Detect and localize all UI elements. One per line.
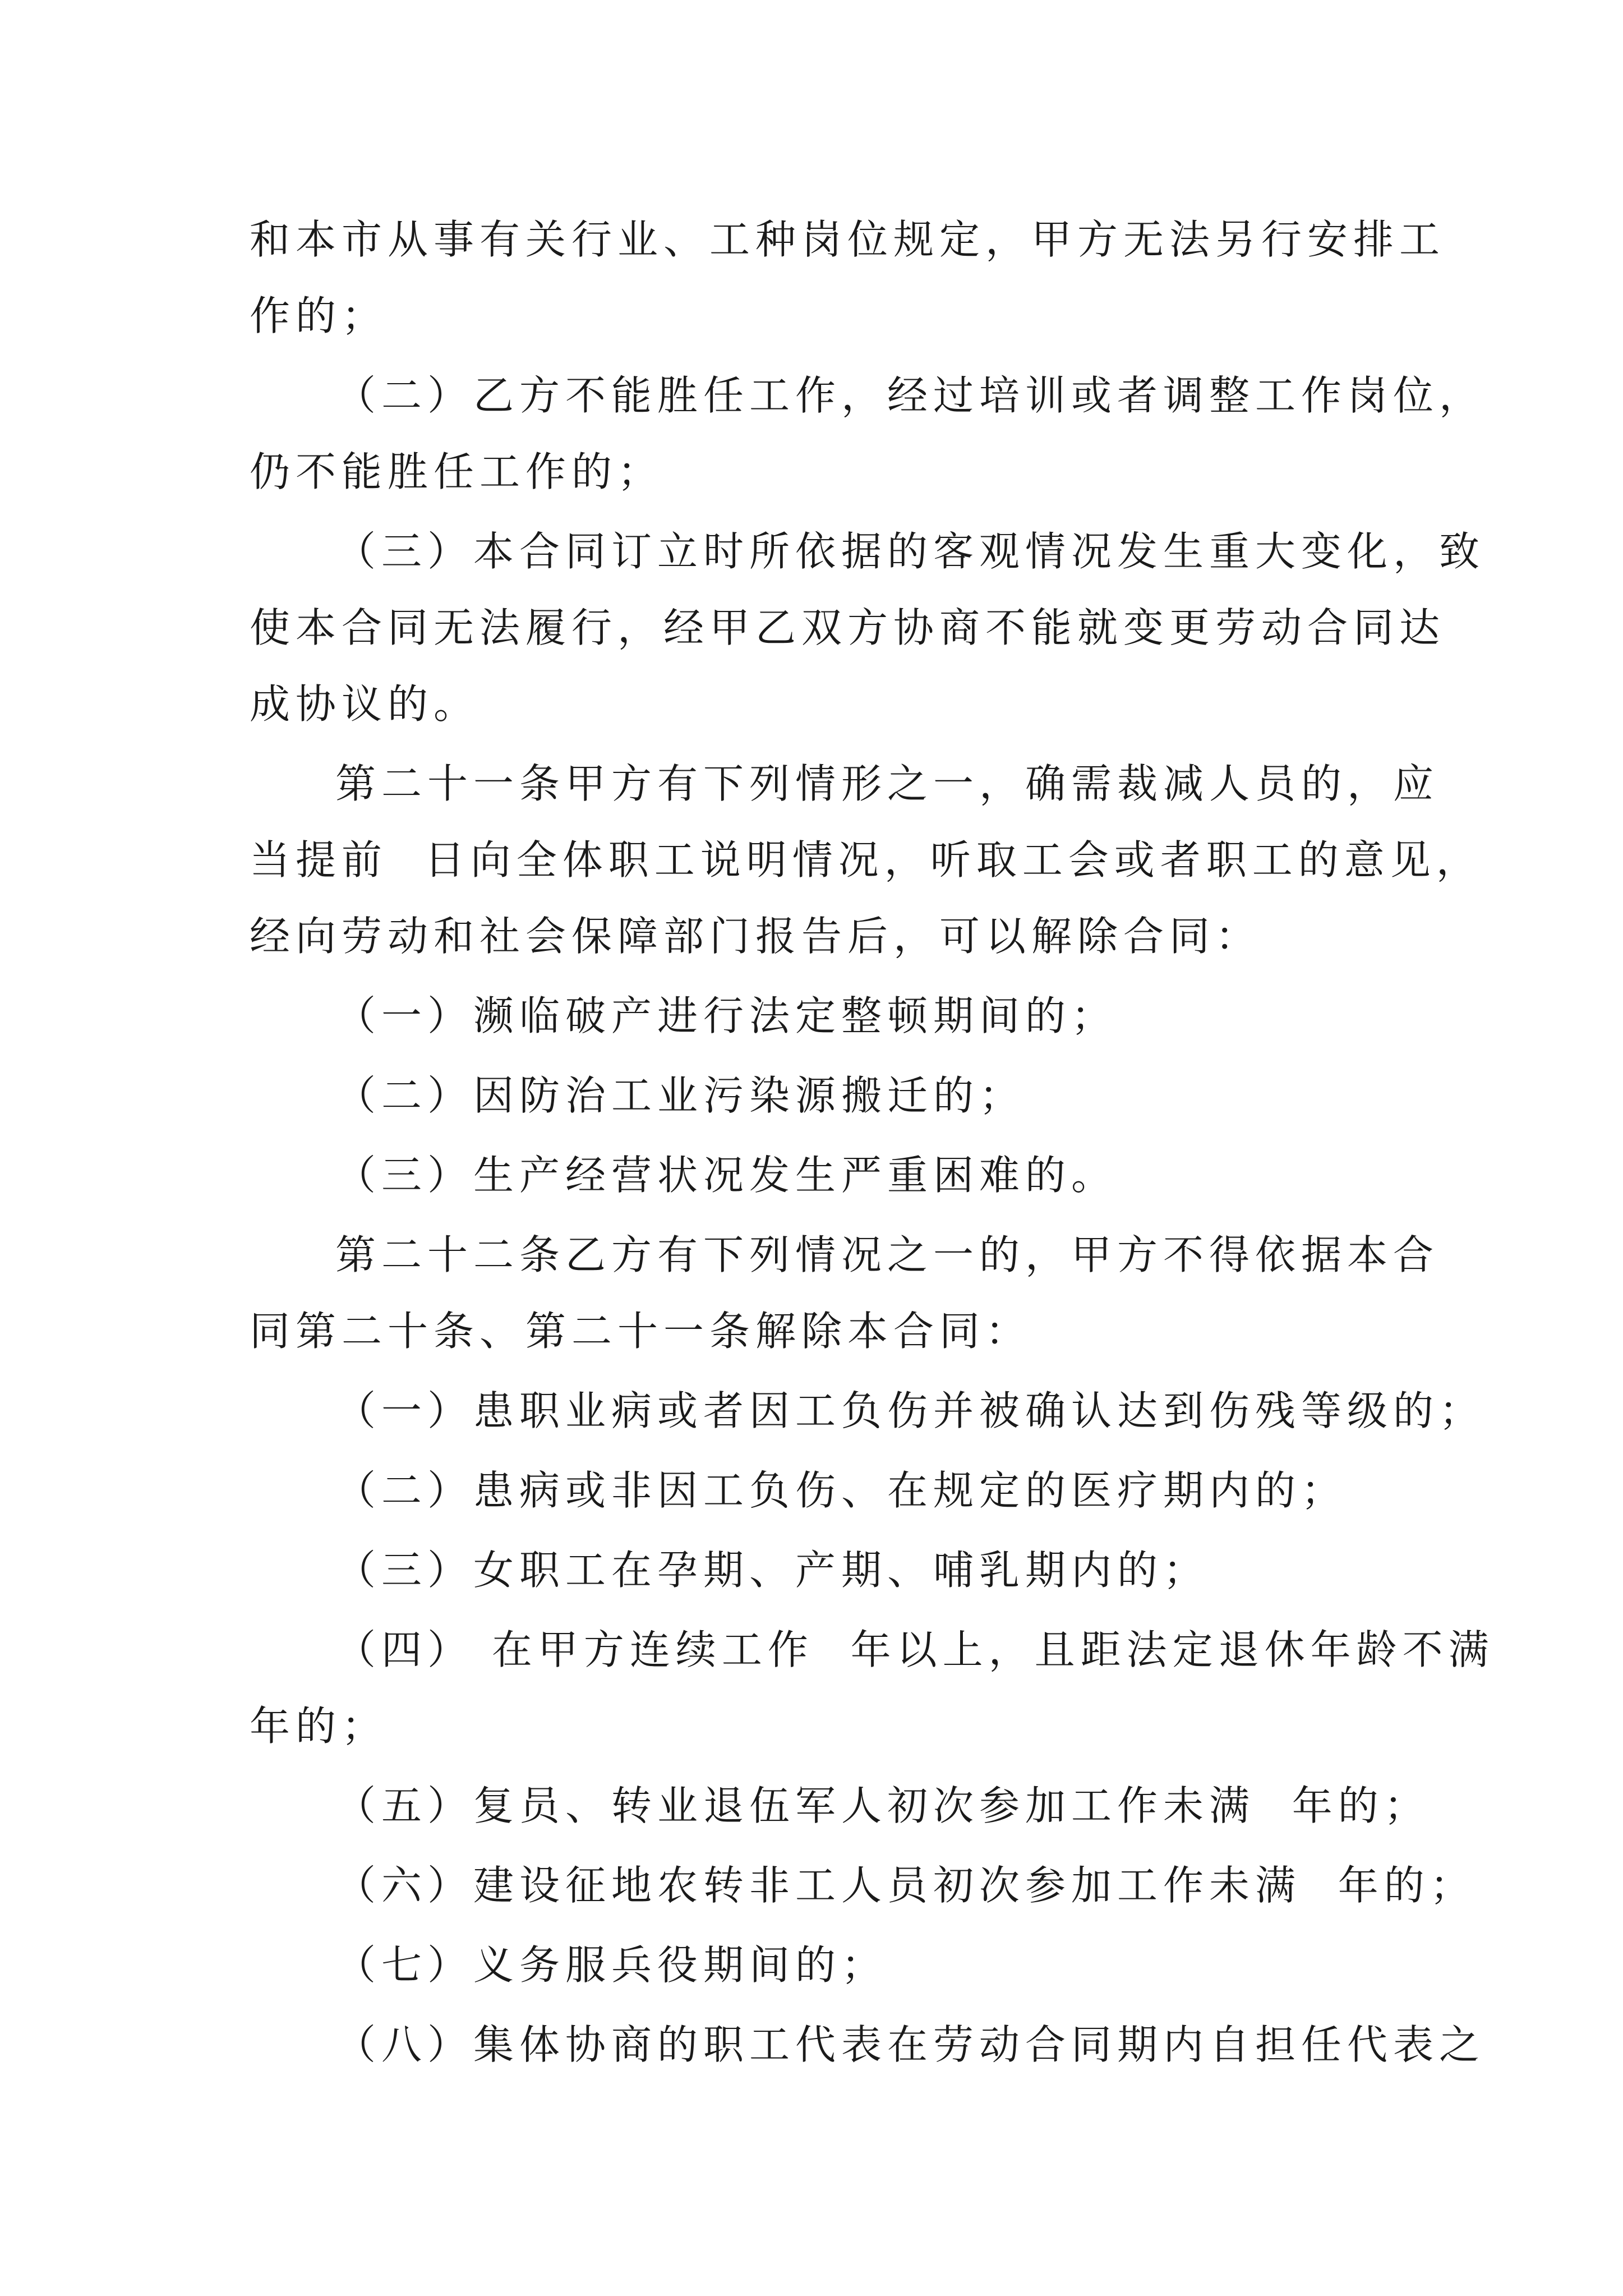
text-line: 经向劳动和社会保障部门报告后，可以解除合同： [250,913,1262,960]
text-line: 作的； [250,292,388,339]
text-line: 成协议的。 [250,680,480,728]
text-line: 仍不能胜任工作的； [250,448,664,495]
text-line: （五）复员、转业退伍军人初次参加工作未满 年的； [335,1782,1430,1829]
text-line: 第二十一条甲方有下列情形之一，确需裁减人员的，应 [335,760,1440,807]
text-line: 使本合同无法履行，经甲乙双方协商不能就变更劳动合同达 [250,604,1446,651]
text-line: 同第二十条、第二十一条解除本合同： [250,1308,1032,1355]
text-line: 第二十二条乙方有下列情况之一的，甲方不得依据本合 [335,1231,1440,1278]
text-line: （二）患病或非因工负伤、在规定的医疗期内的； [335,1467,1348,1514]
text-line: （一）患职业病或者因工负伤并被确认达到伤残等级的； [335,1387,1486,1434]
text-line: 和本市从事有关行业、工种岗位规定，甲方无法另行安排工 [250,216,1446,263]
text-line: （三）生产经营状况发生严重困难的。 [335,1152,1118,1199]
text-line: （六）建设征地农转非工人员初次参加工作未满 年的； [335,1862,1476,1909]
text-line: （一）濒临破产进行法定整顿期间的； [335,992,1118,1039]
text-line: （二）乙方不能胜任工作，经过培训或者调整工作岗位， [335,372,1486,419]
text-line: （三）本合同订立时所依据的客观情况发生重大变化，致 [335,528,1486,575]
text-line: （二）因防治工业污染源搬迁的； [335,1072,1026,1119]
text-line: 年的； [250,1703,388,1750]
text-line: （七）义务服兵役期间的； [335,1941,888,1989]
text-line: （八）集体协商的职工代表在劳动合同期内自担任代表之 [335,2021,1486,2068]
text-line: （三）女职工在孕期、产期、哺乳期内的； [335,1547,1210,1594]
text-line: 当提前 日向全体职工说明情况，听取工会或者职工的意见， [250,836,1482,884]
text-line: （四） 在甲方连续工作 年以上，且距法定退休年龄不满 [335,1626,1495,1673]
